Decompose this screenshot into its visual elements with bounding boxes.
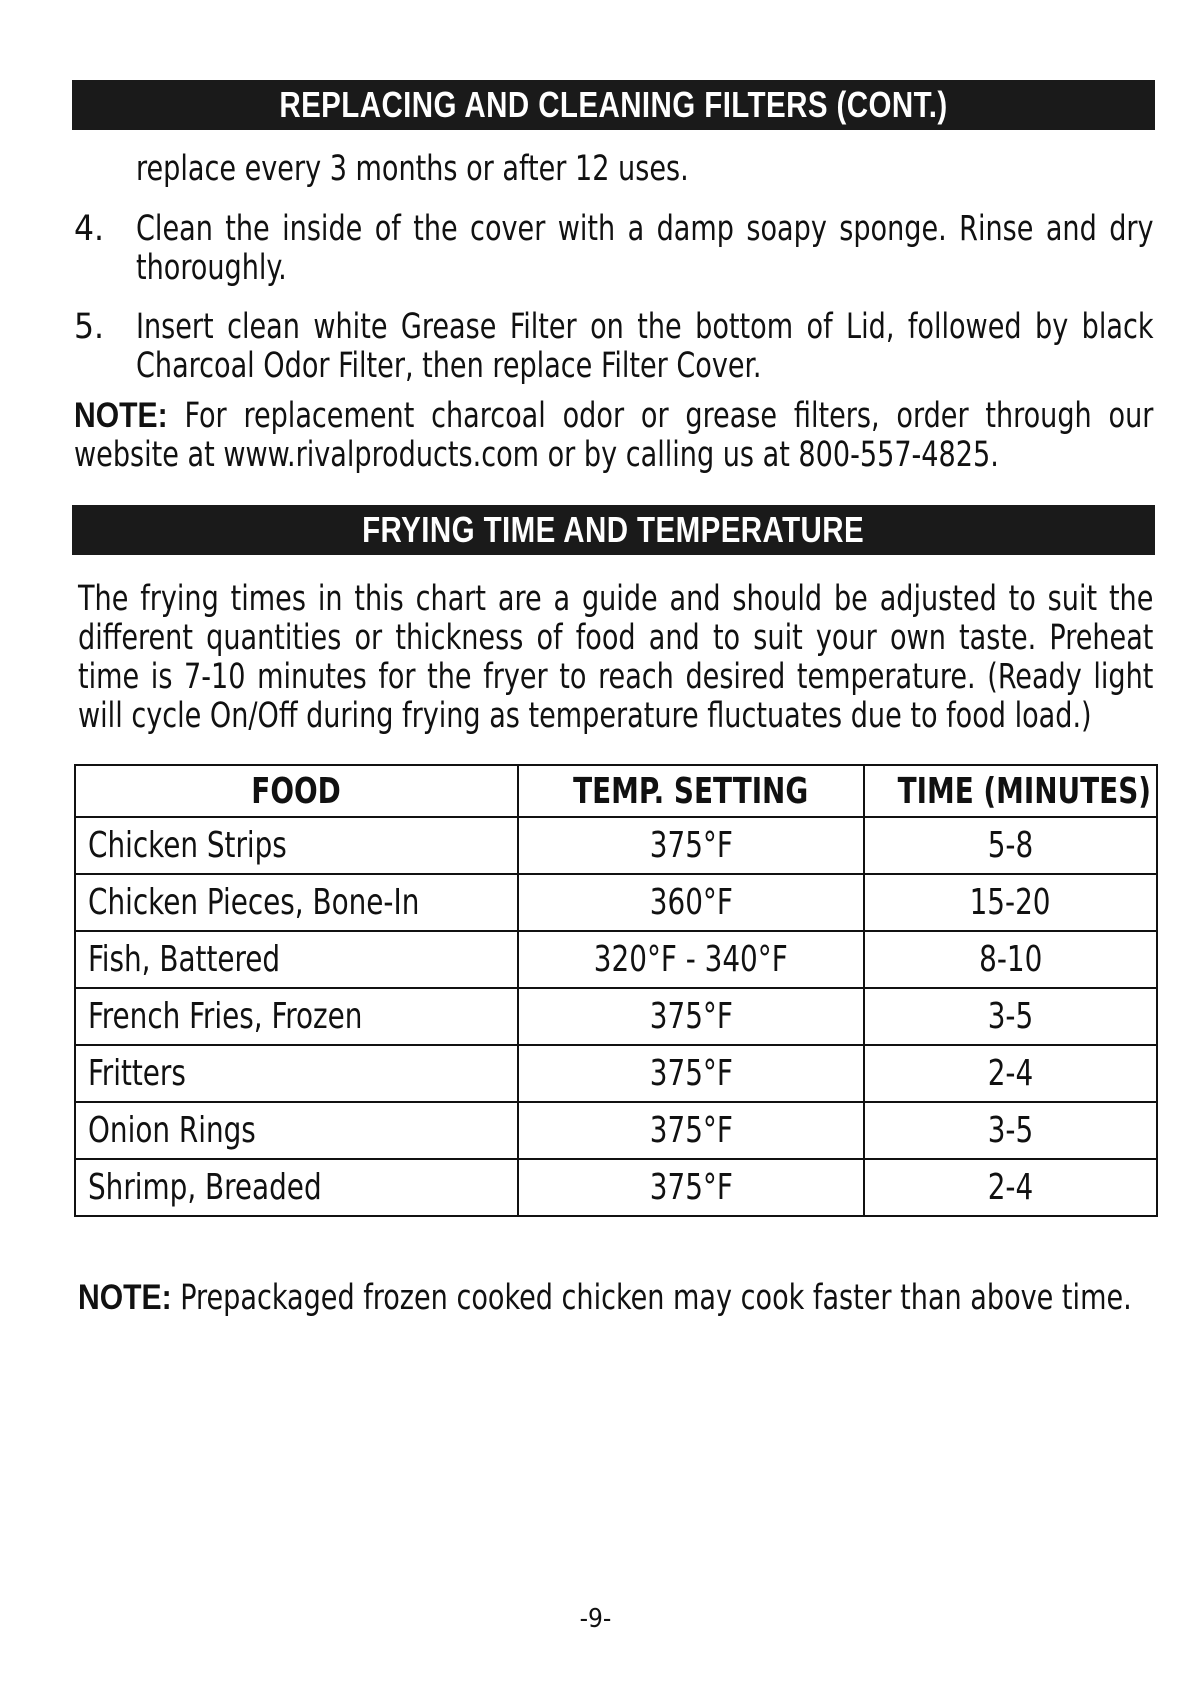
note-label: NOTE: [74,396,168,435]
column-header-food: FOOD [75,765,518,817]
section-title-frying: FRYING TIME AND TEMPERATURE [362,509,865,550]
table-row [75,1102,1157,1159]
list-item-4: Clean the inside of the cover with a damp soapy sponge. Rinse and dry thoroughly. [136,209,1154,288]
food-cell: French Fries, Frozen [75,988,518,1045]
time-cell: 8-10 [864,931,1157,988]
frying-intro: The frying times in this chart are a guide and should be adjusted to suit the different quantities or thickness of food and to suit your own taste. Preheat time is 7-10 minutes for the fryer to reach desired temperature. (Ready light will cycle On/Off during frying as temperature fluctuates due to food load.) [78,579,1154,736]
food-cell: Chicken Pieces, Bone-In [75,874,518,931]
note-chicken [78,1278,1156,1318]
food-cell: Onion Rings [75,1102,518,1159]
table-header-row [75,765,1157,817]
time-cell: 15-20 [864,874,1157,931]
temp-cell: 375°F [518,1102,864,1159]
table-row [75,931,1157,988]
time-cell: 2-4 [864,1045,1157,1102]
section-title-filters: REPLACING AND CLEANING FILTERS (CONT.) [279,84,948,125]
temp-cell: 375°F [518,817,864,874]
temp-cell: 320°F - 340°F [518,931,864,988]
temp-cell: 375°F [518,988,864,1045]
time-cell: 3-5 [864,988,1157,1045]
temp-cell: 375°F [518,1159,864,1216]
table-row [75,874,1157,931]
temp-cell: 375°F [518,1045,864,1102]
note-text: For replacement charcoal odor or grease filters, order through our website at www.rivalproducts.com or by calling us at 800-557-4825. [74,396,1154,475]
frying-table [74,764,1158,1217]
table-row [75,817,1157,874]
note-text: Prepackaged frozen cooked chicken may cook faster than above time. [171,1278,1132,1318]
table-row [75,1159,1157,1216]
food-cell: Fish, Battered [75,931,518,988]
table-row [75,1045,1157,1102]
continuation-text: replace every 3 months or after 12 uses. [136,149,689,189]
list-number-4: 4. [74,209,105,249]
section-header-filters [72,80,1155,130]
temp-cell: 360°F [518,874,864,931]
column-header-temp: TEMP. SETTING [518,765,864,817]
time-cell: 5-8 [864,817,1157,874]
list-number-5: 5. [74,307,105,347]
list-item-5: Insert clean white Grease Filter on the bottom of Lid, followed by black Charcoal Odor Filter, then replace Filter Cover. [136,307,1154,386]
time-cell: 2-4 [864,1159,1157,1216]
time-cell: 3-5 [864,1102,1157,1159]
column-header-time: TIME (MINUTES) [864,765,1157,817]
note-label: NOTE: [78,1278,172,1317]
table-row [75,988,1157,1045]
page-number: -9- [579,1604,612,1634]
food-cell: Chicken Strips [75,817,518,874]
food-cell: Fritters [75,1045,518,1102]
section-header-frying [72,505,1155,555]
note-filters [74,396,1156,475]
food-cell: Shrimp, Breaded [75,1159,518,1216]
